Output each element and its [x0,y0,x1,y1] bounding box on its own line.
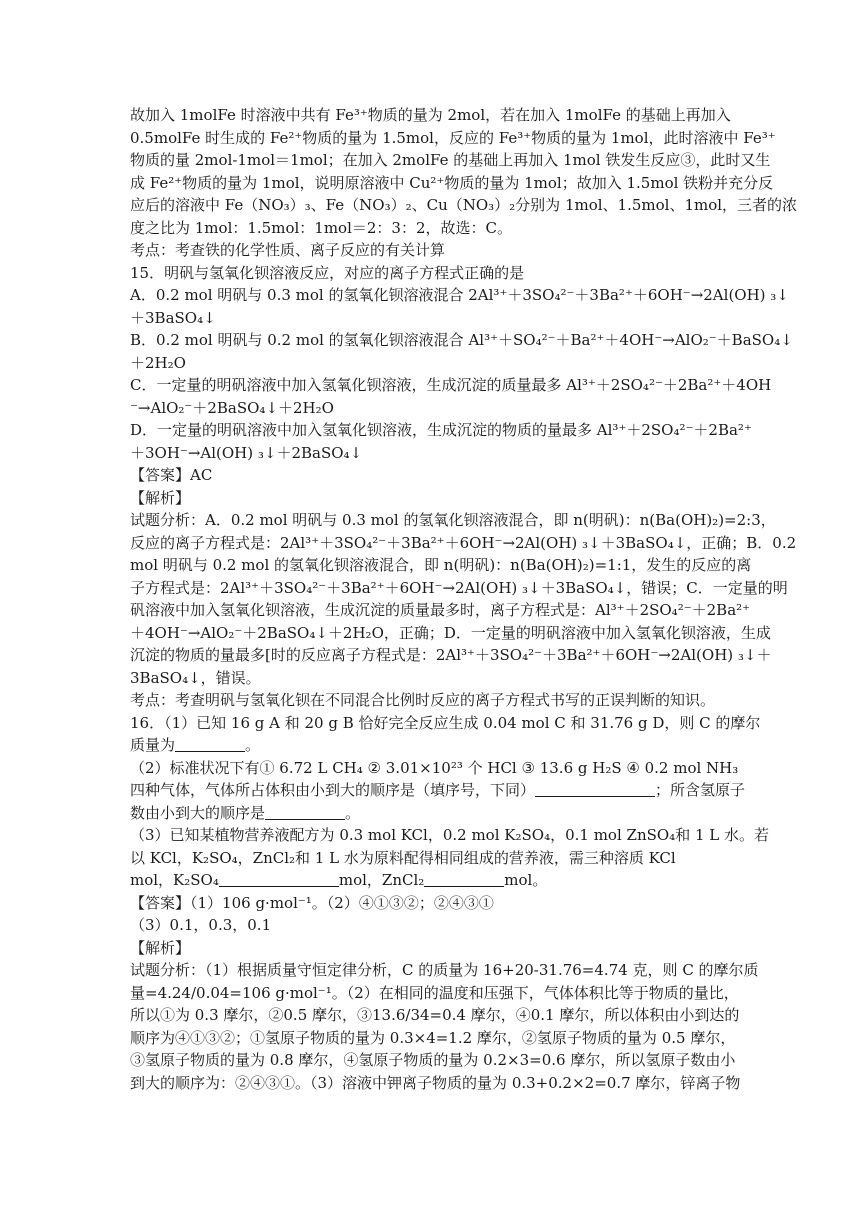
text-line: 应后的溶液中 Fe（NO₃）₃、Fe（NO₃）₂、Cu（NO₃）₂分别为 1mol、1.5mol、1mol，三者的浓 [130,196,798,214]
text-line: 沉淀的物质的量最多[时的反应离子方程式是：2Al³⁺＋3SO₄²⁻＋3Ba²⁺＋6OH⁻→2Al(OH) ₃↓＋ [130,646,772,664]
text-line: ③氢原子物质的量为 0.8 摩尔，④氢原子物质的量为 0.2×3=0.6 摩尔，所以氢原子数由小 [130,1051,736,1069]
text-segment: 。 [245,736,261,754]
text-line: 度之比为 1mol：1.5mol：1mol＝2：3：2，故选：C。 [130,218,512,237]
text-line [130,802,736,825]
answer-blank [219,872,339,887]
text-line: ＋3OH⁻→Al(OH) ₃↓＋2BaSO₄↓ [130,443,363,462]
text-line: 顺序为④①③②；①氢原子物质的量为 0.3×4=1.2 摩尔，②氢原子物质的量为 0.5 摩尔， [130,1028,736,1047]
text-line: B．0.2 mol 明矾与 0.2 mol 的氢氧化钡溶液混合 Al³⁺＋SO₄²⁻＋Ba²⁺＋4OH⁻→AlO₂⁻＋BaSO₄↓ [130,331,793,349]
text-line: 反应的离子方程式是：2Al³⁺＋3SO₄²⁻＋3Ba²⁺＋6OH⁻→2Al(OH) ₃↓＋3BaSO₄↓，正确；B．0.2 [130,533,797,552]
answer-blank [265,805,345,820]
text-line: ＋4OH⁻→AlO₂⁻＋2BaSO₄↓＋2H₂O，正确；D．一定量的明矾溶液中加入氢氧化钡溶液，生成 [130,623,771,642]
text-line [130,779,746,802]
text-line: 所以①为 0.3 摩尔，②0.5 摩尔，③13.6/34=0.4 摩尔，④0.1 摩尔，所以体积由小到达的 [130,1006,740,1024]
text-line: 到大的顺序为：②④③①。（3）溶液中钾离子物质的量为 0.3+0.2×2=0.7 摩尔，锌离子物 [130,1073,741,1092]
text-line: 3BaSO₄↓，错误。 [130,668,261,687]
text-line: （2）标准状况下有① 6.72 L CH₄ ② 3.01×10²³ 个 HCl ③ 13.6 g H₂S ④ 0.2 mol NH₃ [130,758,739,777]
text-line: 【答案】AC [130,466,213,484]
text-line: 【解析】 [130,488,191,507]
text-segment: mol，ZnCl₂ [338,871,425,889]
text-line: 【答案】（1）106 g·mol⁻¹。（2）④①③②；②④③① [130,893,494,912]
text-line: 量=4.24/0.04=106 g·mol⁻¹。（2）在相同的温度和压强下，气体体积比等于物质的量比， [130,983,739,1002]
text-line: 【解析】 [130,938,191,957]
text-line: 以 KCl，K₂SO₄，ZnCl₂和 1 L 水为原料配得相同组成的营养液，需三种溶质 KCl [130,848,676,867]
text-segment: mol，K₂SO₄ [130,871,219,889]
text-line [130,734,736,757]
text-line: D．一定量的明矾溶液中加入氢氧化钡溶液，生成沉淀的物质的量最多 Al³⁺＋2SO₄²⁻＋2Ba²⁺ [130,421,752,439]
answer-blank [175,737,245,752]
text-line: 16．（1）已知 16 g A 和 20 g B 恰好完全反应生成 0.04 mol C 和 31.76 g D，则 C 的摩尔 [130,713,761,732]
text-line: （3）0.1，0.3，0.1 [130,916,272,934]
text-line: （3）已知某植物营养液配方为 0.3 mol KCl，0.2 mol K₂SO₄，0.1 mol ZnSO₄和 1 L 水。若 [130,826,770,844]
text-line: 考点：考查铁的化学性质、离子反应的有关计算 [130,241,446,259]
text-segment: mol。 [504,871,548,889]
text-line [130,869,736,892]
text-segment: ；所含氢原子 [655,781,746,799]
text-line: 考点：考查明矾与氢氧化钡在不同混合比例时反应的离子方程式书写的正误判断的知识。 [130,691,716,709]
text-line: 故加入 1molFe 时溶液中共有 Fe³⁺物质的量为 2mol，若在加入 1molFe 的基础上再加入 [130,106,731,124]
text-line: 子方程式是：2Al³⁺＋3SO₄²⁻＋3Ba²⁺＋6OH⁻→2Al(OH) ₃↓＋3BaSO₄↓，错误；C．一定量的明 [130,578,788,597]
text-segment: 四种气体，气体所占体积由小到大的顺序是（填序号，下同） [130,781,536,799]
answer-blank [424,872,504,887]
text-line: ⁻→AlO₂⁻＋2BaSO₄↓＋2H₂O [130,398,334,417]
text-line: 矾溶液中加入氢氧化钡溶液，生成沉淀的质量最多时，离子方程式是：Al³⁺＋2SO₄²⁻＋2Ba²⁺ [130,601,751,619]
text-segment: 质量为 [130,736,176,754]
text-line: 试题分析：A．0.2 mol 明矾与 0.3 mol 的氢氧化钡溶液混合，即 n(明矾)：n(Ba(OH)₂)=2:3， [130,511,776,529]
text-line: ＋3BaSO₄↓ [130,308,216,327]
text-segment: 数由小到大的顺序是 [130,803,266,822]
text-line: 15．明矾与氢氧化钡溶液反应，对应的离子方程式正确的是 [130,263,525,282]
answer-blank [535,782,655,797]
text-line: mol 明矾与 0.2 mol 的氢氧化钡溶液混合，即 n(明矾)：n(Ba(OH)₂)=1:1，发生的反应的离 [130,556,752,574]
text-segment: 。 [345,803,361,822]
text-line: C．一定量的明矾溶液中加入氢氧化钡溶液，生成沉淀的质量最多 Al³⁺＋2SO₄²⁻＋2Ba²⁺＋4OH [130,376,772,394]
text-line: 物质的量 2mol-1mol＝1mol；在加入 2molFe 的基础上再加入 1mol 铁发生反应③，此时又生 [130,151,771,169]
text-line: 试题分析：（1）根据质量守恒定律分析，C 的质量为 16+20-31.76=4.74 克，则 C 的摩尔质 [130,961,759,979]
document-page [130,104,798,1094]
text-line: 成 Fe²⁺物质的量为 1mol，说明原溶液中 Cu²⁺物质的量为 1mol；故加入 1.5mol 铁粉并充分反 [130,173,774,192]
text-line: 0.5molFe 时生成的 Fe²⁺物质的量为 1.5mol，反应的 Fe³⁺物质的量为 1mol，此时溶液中 Fe³⁺ [130,128,776,147]
text-line: A．0.2 mol 明矾与 0.3 mol 的氢氧化钡溶液混合 2Al³⁺＋3SO₄²⁻＋3Ba²⁺＋6OH⁻→2Al(OH) ₃↓ [130,286,789,304]
text-line: ＋2H₂O [130,353,186,372]
